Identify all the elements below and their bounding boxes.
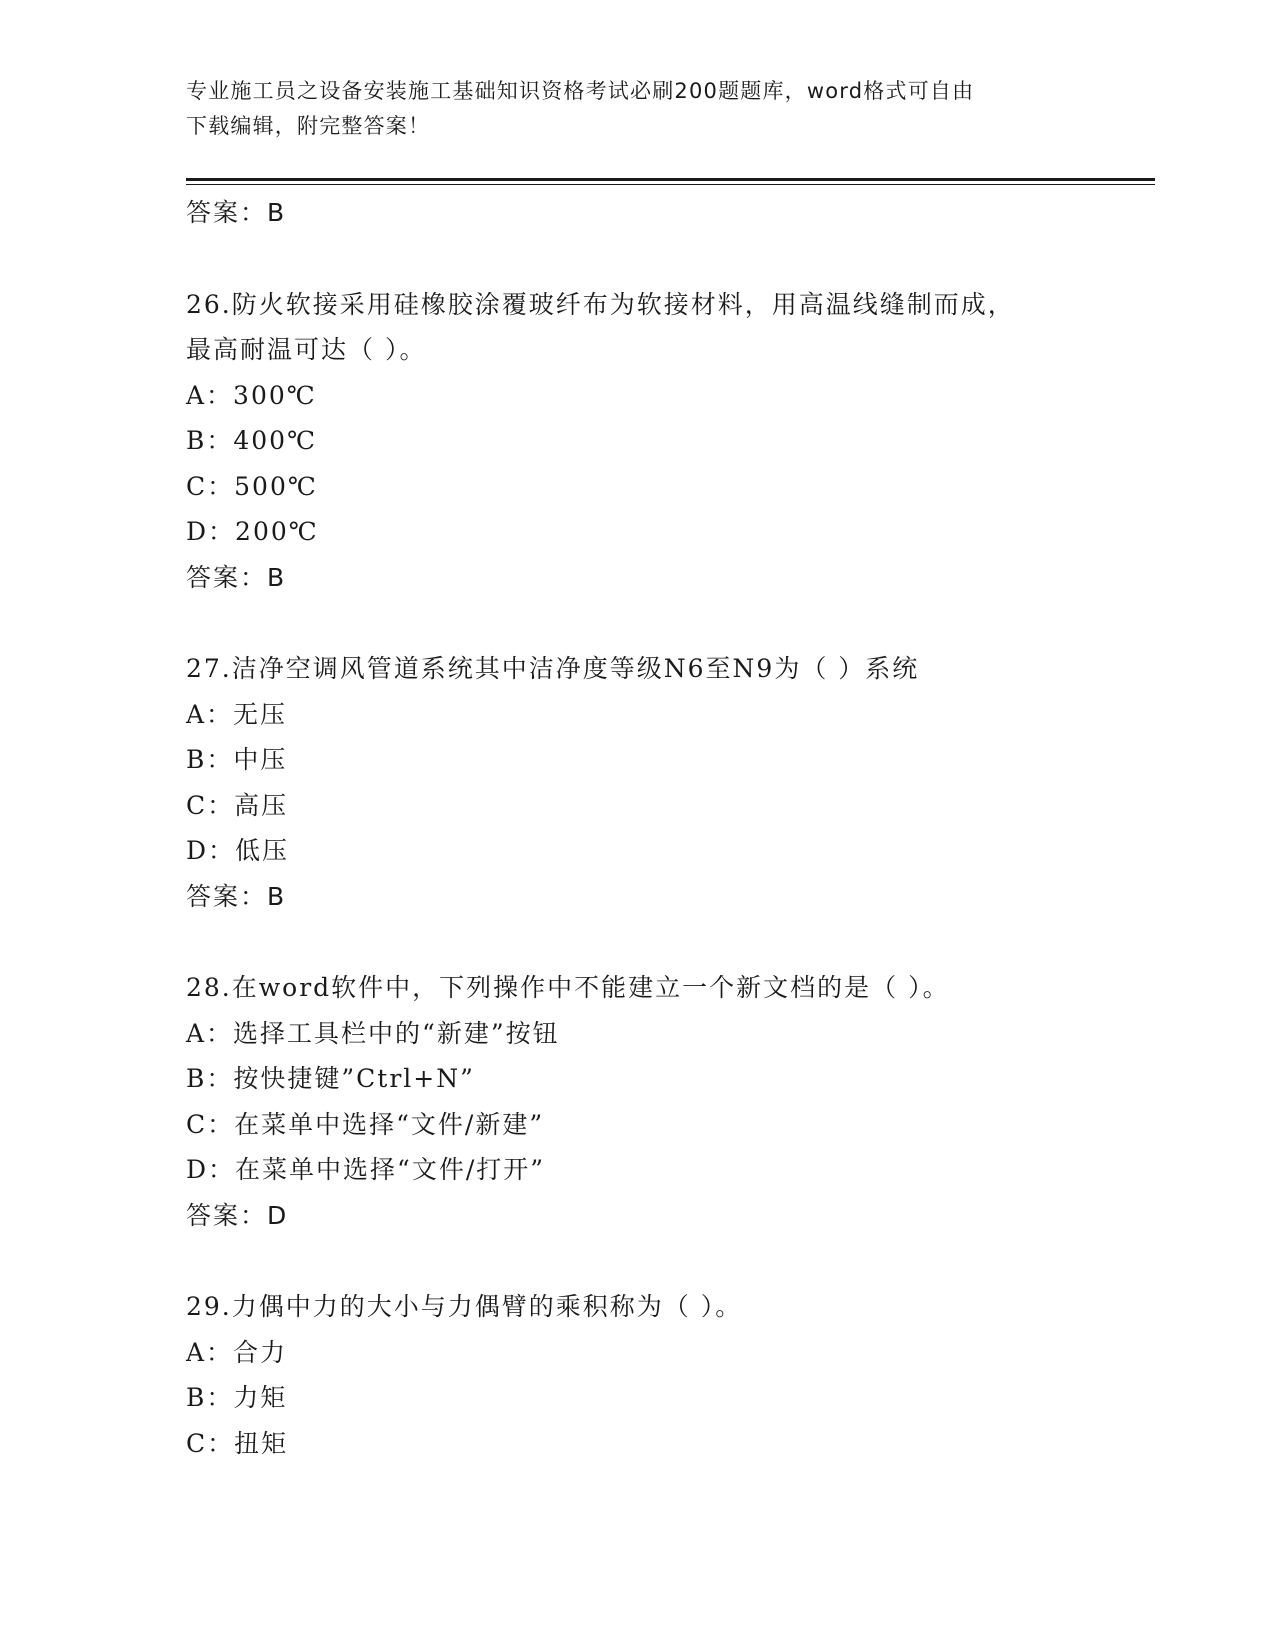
spacer	[186, 1238, 1086, 1284]
option-b: B：400℃	[186, 426, 318, 455]
spacer	[186, 600, 1086, 646]
spacer	[186, 236, 1086, 282]
header-line-2: 下载编辑，附完整答案！	[186, 114, 431, 138]
question-26	[186, 282, 1086, 601]
option-a: A：选择工具栏中的“新建”按钮	[186, 1018, 560, 1048]
question-stem: 27.洁净空调风管道系统其中洁净度等级N6至N9为（ ）系统	[186, 654, 920, 683]
option-a: A：无压	[186, 699, 288, 729]
question-stem-continued: 最高耐温可达（ ）。	[186, 335, 427, 364]
header-divider-thick	[186, 178, 1155, 181]
question-stem: 29.力偶中力的大小与力偶臂的乘积称为（ ）。	[186, 1292, 743, 1321]
option-c: C：500℃	[186, 471, 318, 501]
document-header	[186, 74, 1066, 144]
question-stem: 28.在word软件中，下列操作中不能建立一个新文档的是（ ）。	[186, 973, 950, 1002]
option-c: C：扭矩	[186, 1428, 289, 1458]
option-d: D：在菜单中选择“文件/打开”	[186, 1155, 546, 1184]
header-divider-thin	[186, 184, 1155, 185]
option-b: B：力矩	[186, 1383, 288, 1412]
option-d: D：低压	[186, 836, 290, 865]
question-29	[186, 1284, 1086, 1466]
previous-answer: 答案：B	[186, 198, 287, 227]
option-c: C：在菜单中选择“文件/新建”	[186, 1109, 545, 1139]
option-a: A：合力	[186, 1337, 288, 1367]
question-27	[186, 646, 1086, 919]
question-stem: 26.防火软接采用硅橡胶涂覆玻纤布为软接材料，用高温线缝制而成，	[186, 289, 1015, 319]
option-a: A：300℃	[186, 380, 317, 410]
answer: 答案：B	[186, 881, 287, 911]
option-b: B：中压	[186, 745, 288, 774]
option-d: D：200℃	[186, 517, 319, 546]
spacer	[186, 919, 1086, 965]
header-line-1: 专业施工员之设备安装施工基础知识资格考试必刷200题题库，word格式可自由	[186, 79, 975, 103]
question-28	[186, 965, 1086, 1238]
answer: 答案：B	[186, 562, 287, 592]
answer: 答案：D	[186, 1200, 289, 1230]
option-c: C：高压	[186, 790, 289, 820]
question-content	[186, 190, 1086, 1466]
option-b: B：按快捷键”Ctrl+N”	[186, 1064, 475, 1093]
